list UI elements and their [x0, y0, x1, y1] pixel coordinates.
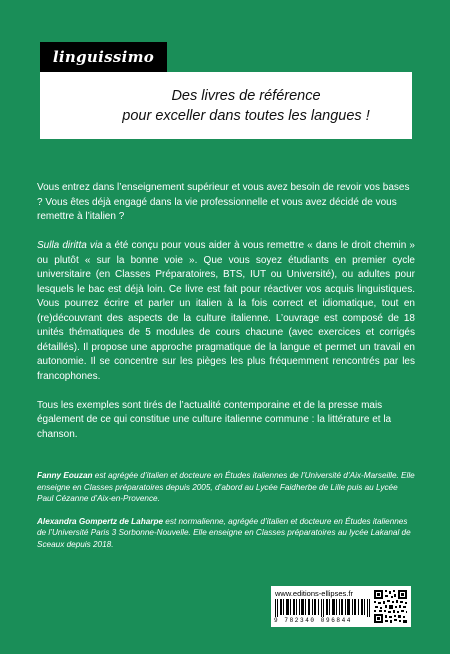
qr-code-icon[interactable] — [373, 589, 408, 624]
author-bio-2 — [37, 516, 415, 551]
publisher-website[interactable]: www.editions-ellipses.fr — [275, 589, 353, 598]
barcode-icon — [275, 599, 375, 617]
author-name-2: Alexandra Gompertz de Laharpe — [37, 516, 164, 526]
author-text-2: est normalienne, agrégée d’italien et docteure en Études italiennes de l’Université Paris 3 Sorbonne-Nouvelle. Elle enseigne en Classes préparatoires au lycée Lakanal de Sceaux depuis 2018. — [37, 516, 411, 549]
tagline — [40, 86, 412, 126]
author-name-1: Fanny Eouzan — [37, 471, 93, 480]
description-paragraph-2-text: a été conçu pour vous aider à vous remettre « dans le droit chemin » ou plutôt « sur la bonne voie ». Que vous soyez étudiants en premier cycle universitaire (en Classes Préparatoires, BTS, IUT ou Université), ou adultes pour lesquels le bac est déjà loin. Ce livre est fait pour réactiver vos acquis linguistiques. Vous pourrez écrire et parler un italien à la fois correct et idiomatique, tout en (re)découvrant des aspects de la culture italienne. L’ouvrage est composé de 18 unités thématiques de 5 modules de cours chacune (avec exercices et corrigés détaillés). Il propose une approche pragmatique de la langue et permet un travail en autonomie. Il se concentre sur les pièges les plus fréquemment rencontrés par les francophones. — [37, 240, 415, 382]
tagline-line-1: Des livres de référence — [171, 88, 321, 104]
description-paragraph-3: Tous les exemples sont tirés de l’actualité contemporaine et de la presse mais également de ce qui constitue une culture italienne commune : la littérature et la chanson. — [37, 399, 392, 440]
author-text-1: est agrégée d’italien et docteure en Études italiennes de l’Université d’Aix-Marseille. Elle enseigne en Classes préparatoires depuis 2005, d’abord au Lycée Faidherbe de Lille puis au Lycée Paul Cézanne d’Aix-en-Provence. — [37, 471, 415, 503]
tagline-line-2: pour exceller dans toutes les langues ! — [122, 108, 370, 124]
book-title: Sulla diritta via — [37, 240, 103, 251]
barcode-panel — [271, 586, 411, 627]
isbn-digits: 9 782340 096844 — [274, 617, 353, 624]
description — [37, 181, 415, 457]
description-paragraph-2 — [37, 239, 415, 384]
tagline-box — [40, 72, 412, 139]
author-bios — [37, 470, 415, 561]
logo-text: linguissimo — [52, 48, 155, 66]
description-paragraph-1: Vous entrez dans l’enseignement supérieur et vous avez besoin de revoir vos bases ? Vous êtes déjà engagé dans la vie professionnelle et vous avez décidé de vous remettre à l’italien ? — [37, 182, 410, 222]
publisher-logo — [40, 42, 167, 72]
author-bio-1 — [37, 470, 415, 505]
